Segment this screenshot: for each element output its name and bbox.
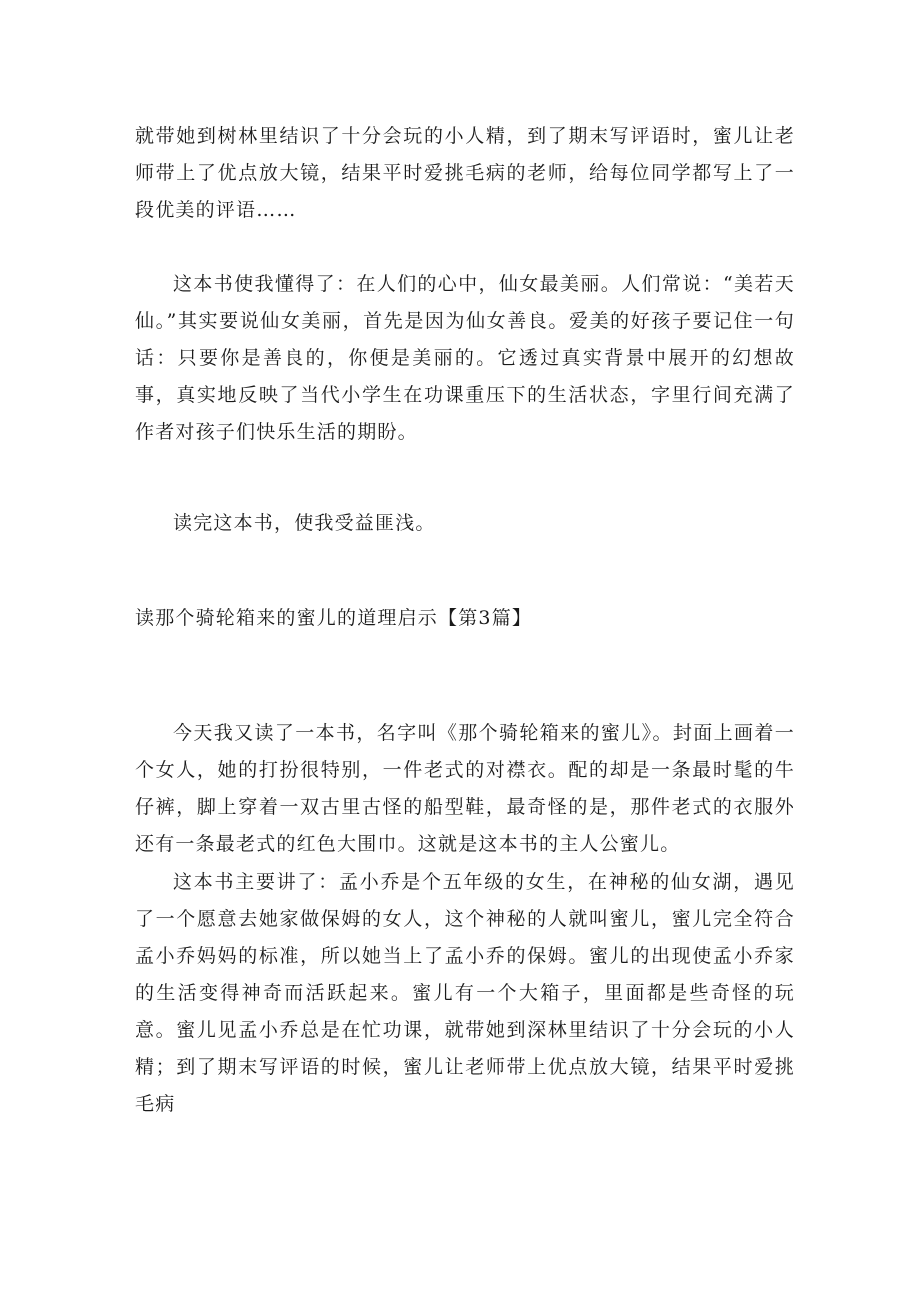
paragraph-summary: 这本书主要讲了：孟小乔是个五年级的女生，在神秘的仙女湖，遇见了一个愿意去她家做保姆的女人，这个神秘的人就叫蜜儿，蜜儿完全符合孟小乔妈妈的标准，所以她当上了孟小乔的保姆。蜜儿的出现使孟小乔家的生活变得神奇而活跃起来。蜜儿有一个大箱子，里面都是些奇怪的玩意。蜜儿见孟小乔总是在忙功课，就带她到深林里结识了十分会玩的小人精；到了期末写评语的时候，蜜儿让老师带上优点放大镜，结果平时爱挑毛病 bbox=[135, 871, 795, 1115]
paragraph-conclusion: 读完这本书，使我受益匪浅。 bbox=[173, 512, 436, 534]
section-heading: 读那个骑轮箱来的蜜儿的道理启示【第3篇】 bbox=[135, 607, 533, 629]
paragraph-continuation: 就带她到树林里结识了十分会玩的小人精，到了期末写评语时，蜜儿让老师带上了优点放大镜，结果平时爱挑毛病的老师，给每位同学都写上了一段优美的评语…… bbox=[135, 125, 795, 221]
paragraph-reflection: 这本书使我懂得了：在人们的心中，仙女最美丽。人们常说：“美若天仙。”其实要说仙女美丽，首先是因为仙女善良。爱美的好孩子要记住一句话：只要你是善良的，你便是美丽的。它透过真实背景中展开的幻想故事，真实地反映了当代小学生在功课重压下的生活状态，字里行间充满了作者对孩子们快乐生活的期盼。 bbox=[135, 273, 795, 443]
paragraph-introduction: 今天我又读了一本书，名字叫《那个骑轮箱来的蜜儿》。封面上画着一个女人，她的打扮很特别，一件老式的对襟衣。配的却是一条最时髦的牛仔裤，脚上穿着一双古里古怪的船型鞋，最奇怪的是，那件老式的衣服外还有一条最老式的红色大围巾。这就是这本书的主人公蜜儿。 bbox=[135, 722, 795, 855]
